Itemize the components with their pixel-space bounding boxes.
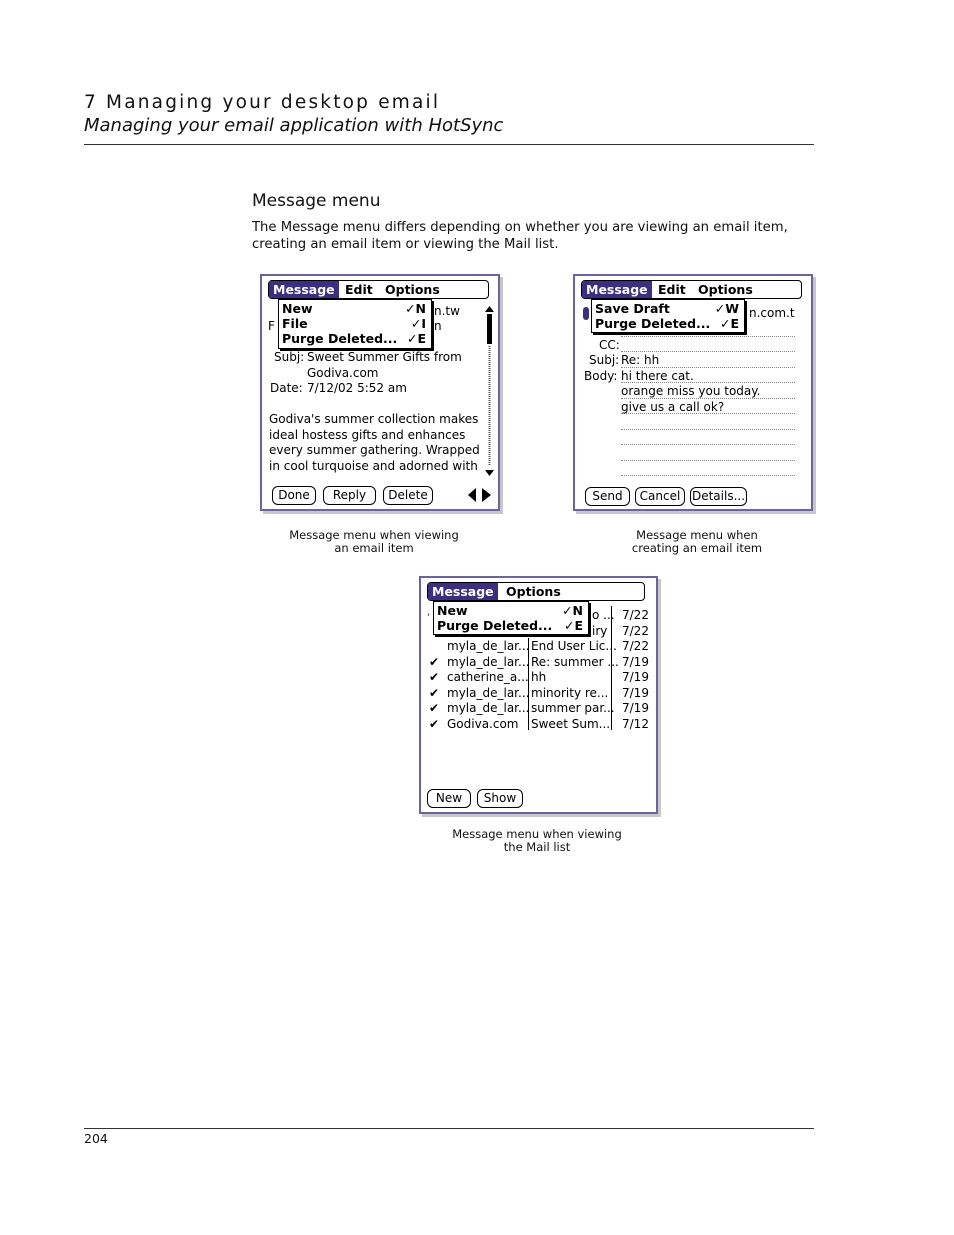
table-row[interactable]: [421, 717, 653, 732]
menu-item-purge-deleted[interactable]: [282, 331, 428, 346]
caption-line: Message menu when viewing: [289, 528, 459, 542]
checkmark-icon: ✔: [429, 716, 440, 731]
menu-item-label: New: [437, 603, 468, 618]
done-button[interactable]: Done: [272, 486, 316, 505]
palm-screen-view-item: [260, 274, 500, 511]
body-line[interactable]: hi there cat.: [621, 369, 694, 383]
obscured-check-icon: ‘: [427, 613, 430, 623]
table-row[interactable]: [421, 686, 653, 701]
caption-line: Message menu when viewing: [452, 827, 622, 841]
chapter-title: 7 Managing your desktop email: [84, 92, 441, 113]
body-line[interactable]: give us a call ok?: [621, 400, 725, 414]
subj-value-line2: Godiva.com: [307, 366, 379, 380]
subj-field[interactable]: Re: hh: [621, 353, 660, 367]
shortcut-label: ✓E: [563, 618, 583, 633]
mail-subject: summer par...: [531, 701, 615, 715]
checkmark-icon: ✔: [429, 654, 440, 669]
shortcut-label: ✓E: [406, 331, 426, 346]
menu-item-label: Purge Deleted...: [595, 316, 711, 331]
shortcut-label: ✓W: [714, 301, 739, 316]
menu-item-new[interactable]: [282, 301, 428, 316]
date-value: 7/12/02 5:52 am: [307, 381, 407, 395]
mail-date: 7/19: [622, 670, 649, 684]
intro-paragraph: The Message menu differs depending on whether you are viewing an email item, creating an email item or viewing the Mail list.: [252, 220, 788, 252]
cc-field[interactable]: [621, 338, 795, 352]
delete-button[interactable]: Delete: [383, 486, 433, 505]
date-label: Date:: [270, 381, 303, 395]
mail-subject: End User Lic...: [531, 639, 617, 653]
mail-subject: hh: [531, 670, 547, 684]
mail-date: 7/22: [622, 639, 649, 653]
caption-create-item: [597, 529, 797, 555]
obscured-subject: o ...: [592, 608, 615, 622]
caption-view-item: [274, 529, 474, 555]
menu-message[interactable]: Message: [428, 583, 498, 600]
mail-from: myla_de_lar...: [447, 685, 530, 700]
checkmark-icon: ✔: [429, 701, 440, 715]
body-label: Body:: [584, 369, 618, 383]
table-row[interactable]: [421, 655, 653, 670]
shortcut-label: ✓N: [405, 301, 426, 316]
subj-label: Subj:: [274, 350, 305, 364]
menu-options[interactable]: Options: [385, 282, 440, 297]
message-dropdown: [591, 299, 745, 333]
caption-mail-list: [437, 828, 637, 854]
menu-item-new[interactable]: [437, 603, 585, 618]
footer-rule: [84, 1128, 814, 1129]
body-line: Godiva's summer collection makes: [269, 412, 479, 426]
mail-from: myla_de_lar...: [447, 639, 530, 653]
mail-date: 7/19: [622, 701, 649, 715]
mail-from: Godiva.com: [447, 716, 519, 731]
section-heading: Message menu: [252, 191, 381, 211]
message-dropdown: [278, 299, 432, 349]
scrollbar-graphic: [485, 306, 494, 476]
field-dotline: [621, 429, 795, 430]
header-rule: [84, 144, 814, 145]
subj-value-line1: Sweet Summer Gifts from: [307, 350, 462, 364]
table-row[interactable]: [421, 701, 653, 716]
shortcut-label: ✓E: [719, 316, 739, 331]
details-button[interactable]: Details...: [690, 487, 747, 506]
mail-date: 7/19: [622, 685, 649, 700]
menu-bar: [268, 280, 489, 299]
body-line: ideal hostess gifts and enhances: [269, 428, 466, 442]
menu-item-label: Purge Deleted...: [282, 331, 398, 346]
to-field-marker: [583, 307, 589, 320]
field-dotline: [621, 336, 795, 337]
menu-item-label: New: [282, 301, 313, 316]
palm-screen-create-item: [573, 274, 813, 511]
menu-item-label: Save Draft: [595, 301, 670, 316]
checkmark-icon: ✔: [429, 685, 440, 700]
obscured-from-text: n: [434, 319, 442, 333]
menu-item-label: File: [282, 316, 308, 331]
caption-line: the Mail list: [503, 840, 571, 854]
show-button[interactable]: Show: [477, 789, 523, 808]
field-dotline: [621, 444, 795, 445]
obscured-subject: iry: [592, 624, 608, 638]
menu-item-save-draft[interactable]: [595, 301, 741, 316]
menu-bar: [427, 582, 645, 601]
mail-from: catherine_a...: [447, 670, 529, 684]
menu-edit[interactable]: Edit: [658, 282, 686, 297]
obscured-to-text: n.tw: [434, 304, 460, 318]
message-dropdown: [433, 601, 589, 635]
arrow-left-right-icon: [468, 487, 492, 503]
shortcut-label: ✓I: [410, 316, 426, 331]
obscured-from-label: F: [268, 319, 275, 333]
menu-bar: [581, 280, 802, 299]
mail-date: 7/12: [622, 716, 649, 731]
scrollbar[interactable]: [485, 306, 494, 476]
section-subtitle: Managing your email application with HotSync: [84, 115, 504, 136]
page-number: 204: [84, 1131, 108, 1146]
menu-item-label: Purge Deleted...: [437, 618, 553, 633]
cc-label: CC:: [599, 338, 620, 352]
mail-date: 7/19: [622, 654, 649, 669]
palm-screen-mail-list: [419, 576, 658, 814]
body-line: in cool turquoise and adorned with: [269, 459, 478, 473]
obscured-to-text: n.com.t: [749, 306, 795, 320]
caption-line: an email item: [334, 541, 414, 555]
subj-label: Subj:: [589, 353, 620, 367]
checkmark-icon: ✔: [429, 670, 440, 684]
caption-line: creating an email item: [631, 541, 763, 555]
menu-options[interactable]: Options: [506, 584, 561, 599]
prev-next-arrows[interactable]: [468, 487, 492, 503]
table-row[interactable]: [421, 639, 653, 654]
menu-item-file[interactable]: [282, 316, 428, 331]
new-button[interactable]: New: [427, 789, 471, 808]
shortcut-label: ✓N: [562, 603, 583, 618]
menu-item-purge-deleted[interactable]: [437, 618, 585, 633]
menu-message[interactable]: Message: [269, 281, 339, 298]
field-dotline: [621, 475, 795, 476]
mail-subject: Sweet Sum...: [531, 716, 611, 731]
mail-date: 7/22: [622, 608, 649, 622]
body-line[interactable]: orange miss you today.: [621, 384, 761, 398]
field-dotline: [621, 460, 795, 461]
mail-from: myla_de_lar...: [447, 701, 530, 715]
caption-line: Message menu when: [636, 528, 758, 542]
menu-options[interactable]: Options: [698, 282, 753, 297]
mail-date: 7/22: [622, 624, 649, 638]
mail-from: myla_de_lar...: [447, 654, 530, 669]
menu-item-purge-deleted[interactable]: [595, 316, 741, 331]
send-button[interactable]: Send: [585, 487, 630, 506]
menu-message[interactable]: Message: [582, 281, 652, 298]
table-row[interactable]: [421, 670, 653, 685]
body-line: every summer gathering. Wrapped: [269, 443, 480, 457]
mail-subject: Re: summer ...: [531, 654, 619, 669]
mail-subject: minority re...: [531, 685, 609, 700]
reply-button[interactable]: Reply: [323, 486, 376, 505]
menu-edit[interactable]: Edit: [345, 282, 373, 297]
cancel-button[interactable]: Cancel: [635, 487, 685, 506]
